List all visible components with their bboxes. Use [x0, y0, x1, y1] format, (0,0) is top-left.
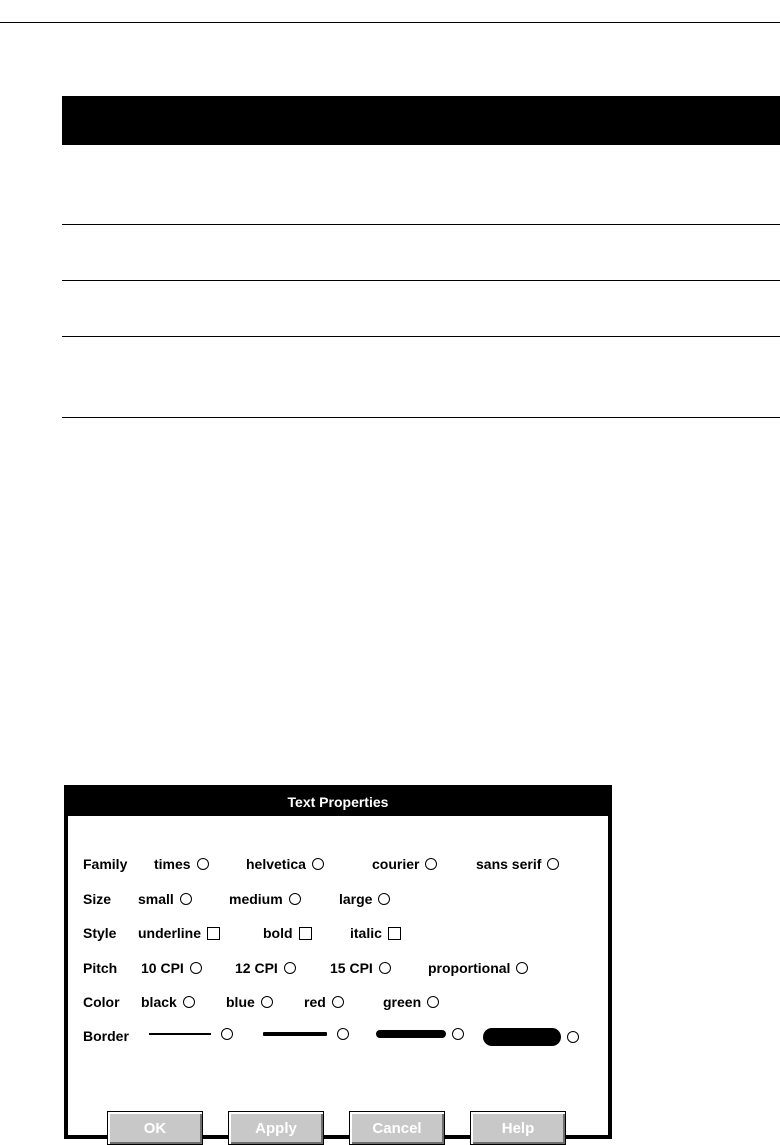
table-row-divider: [62, 224, 780, 225]
radio-button[interactable]: [312, 858, 324, 870]
radio-button[interactable]: [332, 996, 344, 1008]
border-option-medium-line[interactable]: [263, 1028, 349, 1040]
radio-button[interactable]: [452, 1028, 464, 1040]
cancel-button[interactable]: Cancel: [349, 1111, 445, 1145]
pitch-label: Pitch: [83, 960, 118, 976]
radio-button[interactable]: [337, 1028, 349, 1040]
ok-button[interactable]: OK: [107, 1111, 203, 1145]
medium-line-sample-icon: [263, 1032, 327, 1036]
page-top-rule: [0, 22, 780, 23]
color-option-blue[interactable]: blue: [226, 994, 273, 1010]
radio-button[interactable]: [261, 996, 273, 1008]
border-option-thin-line[interactable]: [149, 1028, 233, 1040]
radio-button[interactable]: [284, 962, 296, 974]
thick-line-sample-icon: [376, 1030, 446, 1038]
color-option-red[interactable]: red: [304, 994, 344, 1010]
color-option-black[interactable]: black: [141, 994, 195, 1010]
pitch-option-15-cpi[interactable]: 15 CPI: [330, 960, 391, 976]
radio-button[interactable]: [516, 962, 528, 974]
size-option-medium[interactable]: medium: [229, 891, 301, 907]
table-bottom-rule: [62, 417, 780, 418]
family-label: Family: [83, 856, 128, 872]
thin-line-sample-icon: [149, 1033, 211, 1035]
border-option-thick-line[interactable]: [376, 1028, 464, 1040]
dialog-title: Text Properties: [287, 794, 389, 810]
pitch-option-12-cpi[interactable]: 12 CPI: [235, 960, 296, 976]
radio-button[interactable]: [378, 893, 390, 905]
radio-button[interactable]: [190, 962, 202, 974]
family-option-times[interactable]: times: [154, 856, 209, 872]
help-button[interactable]: Help: [470, 1111, 566, 1145]
checkbox[interactable]: [388, 927, 401, 940]
style-label: Style: [83, 925, 117, 941]
family-option-sans-serif[interactable]: sans serif: [476, 856, 559, 872]
radio-button[interactable]: [221, 1028, 233, 1040]
family-option-courier[interactable]: courier: [372, 856, 437, 872]
pitch-option-10-cpi[interactable]: 10 CPI: [141, 960, 202, 976]
color-option-green[interactable]: green: [383, 994, 439, 1010]
text-properties-dialog: [64, 785, 612, 1139]
radio-button[interactable]: [427, 996, 439, 1008]
table-row-divider: [62, 336, 780, 337]
radio-button[interactable]: [547, 858, 559, 870]
radio-button[interactable]: [567, 1031, 579, 1043]
color-label: Color: [83, 994, 120, 1010]
size-option-small[interactable]: small: [138, 891, 192, 907]
style-option-italic[interactable]: italic: [350, 925, 401, 941]
size-option-large[interactable]: large: [339, 891, 390, 907]
family-option-helvetica[interactable]: helvetica: [246, 856, 324, 872]
radio-button[interactable]: [180, 893, 192, 905]
apply-button[interactable]: Apply: [228, 1111, 324, 1145]
style-option-underline[interactable]: underline: [138, 925, 220, 941]
border-label: Border: [83, 1028, 129, 1044]
checkbox[interactable]: [299, 927, 312, 940]
dialog-body: [68, 816, 608, 1135]
radio-button[interactable]: [379, 962, 391, 974]
radio-button[interactable]: [183, 996, 195, 1008]
table-row-divider: [62, 280, 780, 281]
size-label: Size: [83, 891, 112, 907]
checkbox[interactable]: [207, 927, 220, 940]
table-header-bar: [62, 96, 780, 145]
extra-thick-line-sample-icon: [483, 1028, 561, 1046]
style-option-bold[interactable]: bold: [263, 925, 312, 941]
border-option-extra-thick-line[interactable]: [483, 1028, 579, 1046]
radio-button[interactable]: [289, 893, 301, 905]
pitch-option-proportional[interactable]: proportional: [428, 960, 528, 976]
radio-button[interactable]: [425, 858, 437, 870]
radio-button[interactable]: [197, 858, 209, 870]
